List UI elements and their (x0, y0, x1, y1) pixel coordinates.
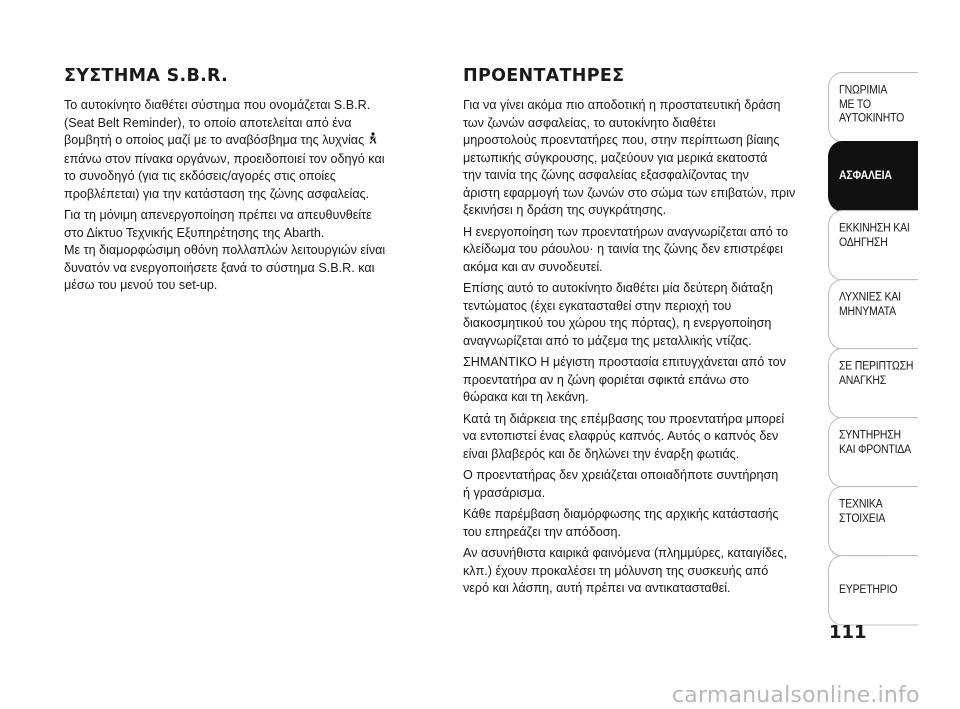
chapter-tab-label: ΣΥΝΤΗΡΗΣΗ (839, 428, 901, 442)
pretensioners-section-body (463, 97, 808, 598)
left_section-text-line: επάνω στον πίνακα οργάνων, προειδοποιεί τον οδηγό και (64, 151, 385, 166)
right_section-paragraph (463, 97, 808, 220)
left-column (64, 66, 434, 299)
sbr-section-title: ΣΥΣΤΗΜΑ S.B.R. (64, 66, 229, 86)
right_section-text-line: Επίσης αυτό το αυτοκίνητο διαθέτει μία δεύτερη διάταξη (463, 281, 773, 295)
chapter-tab-label: ΟΔΗΓΗΣΗ (839, 235, 888, 249)
chapter-tab[interactable] (828, 279, 918, 350)
chapter-tab-label: ΑΥΤΟΚΙΝΗΤΟ (839, 111, 905, 125)
right_section-text-line: του επηρεάζει την απόδοση. (463, 524, 622, 539)
chapter-tab[interactable] (828, 348, 918, 419)
right-column (463, 66, 808, 602)
left_section-text-line: Με τη διαμορφώσιμη οθόνη πολλαπλών λειτουργιών είναι (64, 243, 386, 257)
right_section-text-line: ξεκινήσει η δράση της συγκράτησης. (463, 203, 667, 217)
chapter-tab[interactable] (828, 141, 918, 212)
right_section-paragraph (463, 280, 808, 350)
right_section-paragraph (463, 506, 808, 541)
chapter-tab-label: ΑΣΦΑΛΕΙΑ (839, 169, 892, 183)
left_section-paragraph (64, 207, 434, 295)
right_section-text-line: την ταινία της ζώνης ασφαλείας εξασφαλίζοντας την (463, 168, 749, 182)
left_section-text-line: βομβητή ο οποίος μαζί με το αναβόσβημα της λυχνίας (64, 132, 434, 151)
sbr-section-body (64, 97, 434, 295)
chapter-tab-label: ΜΗΝΥΜΑΤΑ (839, 304, 896, 318)
chapter-tab[interactable] (828, 210, 918, 281)
chapter-tab-label: ΜΕ ΤΟ (839, 97, 871, 111)
right_section-text-line: άριστη εφαρμογή των ζωνών στο σώμα των επιβατών, πριν (463, 185, 796, 200)
right_section-text-line: Ο προεντατήρας δεν χρειάζεται οποιαδήποτε συντήρηση (463, 468, 779, 482)
chapter-tab[interactable] (828, 486, 918, 557)
right_section-text-line: κλείδωμα του ράουλου· η ταινία της ζώνης δεν επιστρέφει (463, 242, 783, 256)
left_section-text-line: Για τη μόνιμη απενεργοποίηση πρέπει να απευθυνθείτε (64, 208, 372, 222)
left_section-text-line: το συνοδηγό (για τις εκδόσεις/αγορές στις οποίες (64, 169, 336, 183)
right_section-paragraph (463, 411, 808, 464)
right_section-text-line: Κάθε παρέμβαση διαμόρφωσης της αρχικής κατάστασής (463, 507, 779, 521)
right_section-paragraph (463, 354, 808, 407)
chapter-tab-label: ΕΥΡΕΤΗΡΙΟ (839, 583, 898, 597)
chapter-tab-label: ΣΤΟΙΧΕΙΑ (839, 511, 886, 525)
right_section-text-line: Αν ασυνήθιστα καιρικά φαινόμενα (πλημμύρες, καταιγίδες, (463, 546, 787, 560)
right_section-paragraph (463, 545, 808, 598)
right_section-text-line: κλπ.) έχουν προκαλέσει τη μόλυνση της συσκευής από (463, 563, 769, 578)
right_section-text-line: αναγνωρίζεται από το μάζεμα της μεταλλικής ντίζας. (463, 333, 752, 348)
right_section-text-line: ΣΗΜΑΝΤΙΚΟ Η μέγιστη προστασία επιτυγχάνεται από τον (463, 355, 786, 369)
left_section-text-line: δυνατόν να ενεργοποιήσετε ξανά το σύστημα S.B.R. και (64, 260, 375, 275)
left_section-text-line: στο Δίκτυο Τεχνικής Εξυπηρέτησης της Abarth. (64, 225, 325, 240)
chapter-tab-label: ΛΥΧΝΙΕΣ ΚΑΙ (839, 290, 901, 304)
right_section-text-line: τεντώματος (έχει εγκατασταθεί στην περιοχή του (463, 298, 732, 313)
right_section-paragraph (463, 224, 808, 277)
right_section-text-line: ή γρασάρισμα. (463, 485, 546, 500)
chapter-tab-label: ΓΝΩΡΙΜΙΑ (839, 83, 888, 97)
chapter-tab[interactable] (828, 72, 918, 143)
right_section-text-line: μηροστολούς προεντατήρες που, στην περίπτωση βίαιης (463, 133, 780, 147)
right_section-text-line: ακόμα και αν συνοδευτεί. (463, 259, 603, 274)
right_section-text-line: Η ενεργοποίηση των προεντατήρων αναγνωρίζεται από το (463, 224, 789, 239)
right_section-text-line: Κατά τη διάρκεια της επέμβασης του προεντατήρα μπορεί (463, 411, 785, 426)
right_section-text-line: Για να γίνει ακόμα πιο αποδοτική η προστατευτική δράση (463, 98, 781, 112)
chapter-tab[interactable] (828, 555, 918, 626)
chapter-tab[interactable] (828, 417, 918, 488)
left_section-text-line: Το αυτοκίνητο διαθέτει σύστημα που ονομάζεται S.B.R. (64, 98, 371, 112)
right_section-text-line: των ζωνών ασφαλείας, το αυτοκίνητο διαθέτει (463, 115, 716, 130)
seatbelt-warning-icon (368, 135, 378, 147)
left_section-text-line: προβλέπεται) για την κατάσταση της ζώνης ασφαλείας. (64, 186, 370, 201)
page-number: 111 (829, 622, 867, 643)
right_section-text-line: θώρακα και τη λεκάνη. (463, 390, 589, 404)
right_section-text-line: προεντατήρα αν η ζώνη φοριέται σφικτά επάνω στο (463, 372, 750, 387)
chapter-tab-label: ΣΕ ΠΕΡΙΠΤΩΣΗ (839, 359, 914, 373)
right_section-text-line: διακοσμητικού του χώρου της πόρτας), η ενεργοποίηση (463, 316, 772, 330)
right_section-paragraph (463, 467, 808, 502)
left_section-paragraph (64, 97, 434, 203)
left_section-text-line: (Seat Belt Reminder), το οποίο αποτελείται από ένα (64, 115, 352, 130)
chapter-tab-label: ΚΑΙ ΦΡΟΝΤΙΔΑ (839, 442, 911, 456)
right_section-text-line: να εντοπιστεί ένας ελαφρύς καπνός. Αυτός ο καπνός δεν (463, 429, 779, 443)
right_section-text-line: μετωπικής σύγκρουσης, μαζεύουν για μερικά εκατοστά (463, 150, 768, 165)
right_section-text-line: νερό και λάσπη, αυτή πρέπει να αντικατασταθεί. (463, 581, 731, 595)
right_section-text-line: είναι βλαβερός και δε δηλώνει την έναρξη φωτιάς. (463, 446, 740, 461)
left_section-text-line: μέσω του μενού του set-up. (64, 278, 218, 292)
chapter-tab-label: ΑΝΑΓΚΗΣ (839, 373, 887, 387)
watermark: carmanualsonline.info (672, 683, 920, 708)
pretensioners-section-title: ΠΡΟΕΝΤΑΤΗΡΕΣ (463, 66, 625, 86)
chapter-tab-label: ΕΚΚΙΝΗΣΗ ΚΑΙ (839, 221, 910, 235)
chapter-tab-label: ΤΕΧΝΙΚΑ (839, 497, 883, 511)
